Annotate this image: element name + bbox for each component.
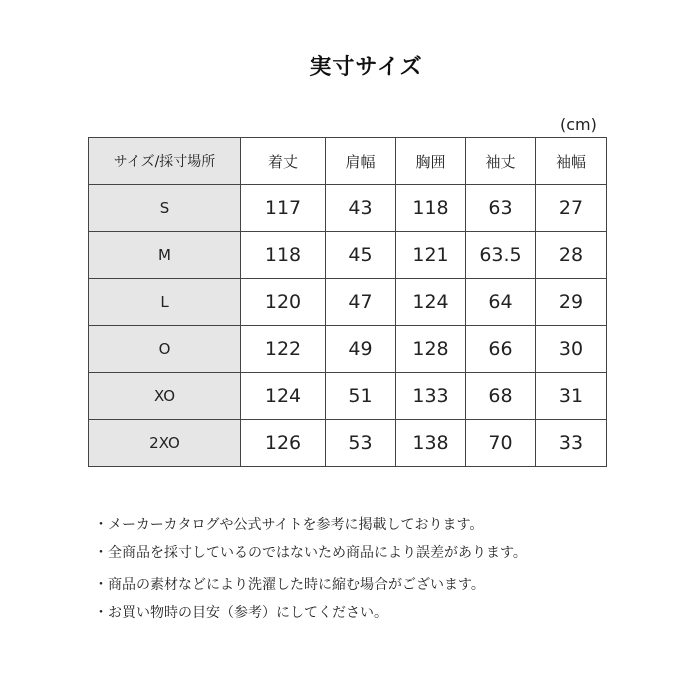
- table-cell: 133: [396, 373, 466, 420]
- header-length: 着丈: [241, 138, 326, 185]
- table-cell: 120: [241, 279, 326, 326]
- table-row: [89, 185, 607, 232]
- size-label: 2XO: [89, 420, 241, 467]
- size-label: M: [89, 232, 241, 279]
- note-item: ・お買い物時の目安（参考）にしてください。: [94, 605, 388, 621]
- table-row: [89, 279, 607, 326]
- table-cell: 64: [466, 279, 536, 326]
- header-shoulder: 肩幅: [326, 138, 396, 185]
- table-cell: 121: [396, 232, 466, 279]
- table-cell: 117: [241, 185, 326, 232]
- table-cell: 118: [396, 185, 466, 232]
- note-item: ・全商品を採寸しているのではないため商品により誤差があります。: [94, 545, 527, 561]
- table-cell: 68: [466, 373, 536, 420]
- table-cell: 63: [466, 185, 536, 232]
- note-item: ・商品の素材などにより洗濯した時に縮む場合がございます。: [94, 577, 485, 593]
- header-sleeve-length: 袖丈: [466, 138, 536, 185]
- table-cell: 124: [396, 279, 466, 326]
- table-cell: 29: [536, 279, 607, 326]
- size-label: O: [89, 326, 241, 373]
- table-cell: 31: [536, 373, 607, 420]
- size-label: L: [89, 279, 241, 326]
- table-row: [89, 420, 607, 467]
- table-header-row: [89, 138, 607, 185]
- table-row: [89, 232, 607, 279]
- page-title: 実寸サイズ: [309, 55, 423, 80]
- table-cell: 66: [466, 326, 536, 373]
- table-cell: 47: [326, 279, 396, 326]
- table-row: [89, 373, 607, 420]
- header-sleeve-width: 袖幅: [536, 138, 607, 185]
- table-cell: 63.5: [466, 232, 536, 279]
- table-cell: 126: [241, 420, 326, 467]
- table-corner-header: サイズ/採寸場所: [89, 138, 241, 185]
- table-cell: 49: [326, 326, 396, 373]
- size-label: XO: [89, 373, 241, 420]
- header-chest: 胸囲: [396, 138, 466, 185]
- unit-label: (cm): [560, 115, 597, 134]
- table-cell: 43: [326, 185, 396, 232]
- table-cell: 51: [326, 373, 396, 420]
- table-cell: 30: [536, 326, 607, 373]
- table-cell: 122: [241, 326, 326, 373]
- table-cell: 118: [241, 232, 326, 279]
- table-cell: 128: [396, 326, 466, 373]
- table-cell: 53: [326, 420, 396, 467]
- size-label: S: [89, 185, 241, 232]
- table-cell: 124: [241, 373, 326, 420]
- note-item: ・メーカーカタログや公式サイトを参考に掲載しております。: [94, 517, 484, 533]
- table-cell: 70: [466, 420, 536, 467]
- table-cell: 27: [536, 185, 607, 232]
- table-cell: 33: [536, 420, 607, 467]
- table-cell: 138: [396, 420, 466, 467]
- notes-list: [94, 515, 674, 631]
- table-cell: 28: [536, 232, 607, 279]
- table-row: [89, 326, 607, 373]
- size-chart-table: [88, 137, 607, 467]
- table-cell: 45: [326, 232, 396, 279]
